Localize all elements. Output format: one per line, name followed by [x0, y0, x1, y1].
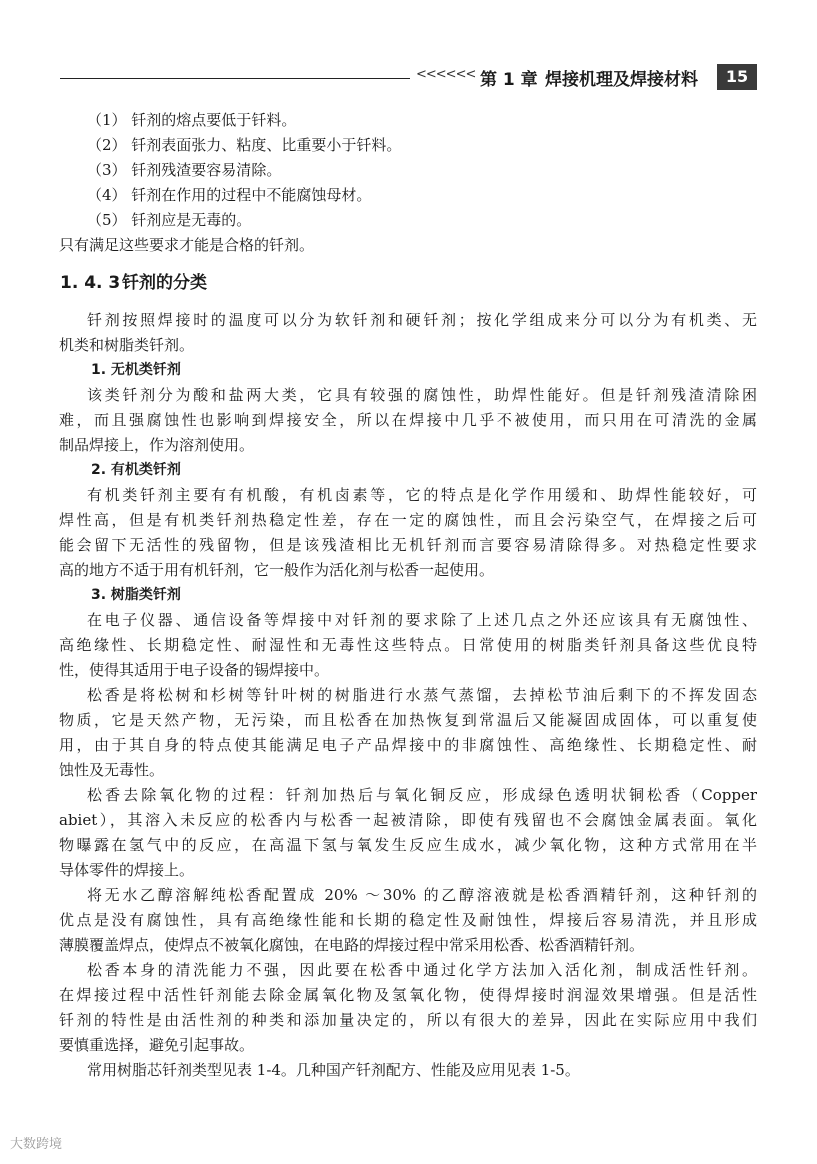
- paragraph-line: 常用树脂芯钎剂类型见表 1-4。几种国产钎剂配方、性能及应用见表 1-5。: [87, 1061, 580, 1079]
- requirements-summary: 只有满足这些要求才能是合格的钎剂。: [59, 236, 315, 254]
- watermark: 大数跨境: [10, 1137, 63, 1152]
- header-rule: [60, 78, 410, 79]
- paragraph-line: 物质，它是天然产物，无污染，而且松香在加热恢复到常温后又能凝固成固体，可以重复使: [59, 711, 757, 729]
- paragraph-resin-5: [59, 958, 757, 1058]
- paragraph-line: 薄膜覆盖焊点，使焊点不被氧化腐蚀，在电路的焊接过程中常采用松香、松香酒精钎剂。: [59, 936, 645, 954]
- subheading-resin: 3. 树脂类钎剂: [91, 587, 181, 603]
- paragraph-line: 松香去除氧化物的过程：钎剂加热后与氧化铜反应，形成绿色透明状铜松香（Copper: [87, 786, 757, 804]
- requirement-item: （3） 钎剂残渣要容易清除。: [87, 161, 282, 179]
- subheading-inorganic: 1. 无机类钎剂: [91, 362, 181, 378]
- requirement-item: （4） 钎剂在作用的过程中不能腐蚀母材。: [87, 186, 372, 204]
- requirement-item: （2） 钎剂表面张力、粘度、比重要小于钎料。: [87, 136, 402, 154]
- paragraph-line: 焊性高，但是有机类钎剂热稳定性差，存在一定的腐蚀性，而且会污染空气，在焊接之后可: [59, 511, 757, 529]
- chapter-label: 第 1 章: [480, 70, 538, 90]
- paragraph-line: 要慎重选择，避免引起事故。: [59, 1036, 255, 1054]
- section-heading: [60, 266, 757, 300]
- paragraph-line: 制品焊接上，作为溶剂使用。: [59, 436, 255, 454]
- chapter-title: 焊接机理及焊接材料: [545, 70, 698, 90]
- paragraph-line: abiet），其溶入未反应的松香内与松香一起被清除，即使有残留也不会腐蚀金属表面。氧化: [59, 811, 757, 829]
- section-title: 钎剂的分类: [122, 273, 207, 293]
- running-header: [60, 64, 757, 92]
- page-body: [59, 108, 757, 1083]
- requirement-item: （1） 钎剂的熔点要低于钎料。: [87, 111, 297, 129]
- paragraph-line: 蚀性及无毒性。: [59, 761, 165, 779]
- paragraph-organic: [59, 483, 757, 583]
- paragraph-line: 钎剂的特性是由活性剂的种类和添加量决定的，所以有很大的差异，因此在实际应用中我们: [59, 1011, 757, 1029]
- page-number: 15: [717, 64, 757, 90]
- paragraph-resin-4: [59, 883, 757, 958]
- paragraph-line: 性，使得其适用于电子设备的锡焊接中。: [59, 661, 330, 679]
- paragraph-line: 该类钎剂分为酸和盐两大类，它具有较强的腐蚀性，助焊性能好。但是钎剂残渣清除困: [87, 386, 757, 404]
- paragraph-line: 高绝缘性、长期稳定性、耐湿性和无毒性这些特点。日常使用的树脂类钎剂具备这些优良特: [59, 636, 757, 654]
- paragraph-line: 在电子仪器、通信设备等焊接中对钎剂的要求除了上述几点之外还应该具有无腐蚀性、: [87, 611, 757, 629]
- paragraph-line: 用，由于其自身的特点使其能满足电子产品焊接中的非腐蚀性、高绝缘性、长期稳定性、耐: [59, 736, 757, 754]
- paragraph-line: 有机类钎剂主要有有机酸，有机卤素等，它的特点是化学作用缓和、助焊性能较好，可: [87, 486, 757, 504]
- paragraph-resin-6: [87, 1058, 757, 1083]
- paragraph-line: 钎剂按照焊接时的温度可以分为软钎剂和硬钎剂；按化学组成来分可以分为有机类、无: [87, 311, 757, 329]
- paragraph-line: 在焊接过程中活性钎剂能去除金属氧化物及氢氧化物，使得焊接时润湿效果增强。但是活性: [59, 986, 757, 1004]
- requirements-list: [87, 108, 757, 233]
- section-number: 1. 4. 3: [60, 273, 121, 293]
- paragraph-line: 松香是将松树和杉树等针叶树的树脂进行水蒸气蒸馏，去掉松节油后剩下的不挥发固态: [87, 686, 757, 704]
- intro-paragraph: [59, 308, 757, 358]
- paragraph-resin-3: [59, 783, 757, 883]
- paragraph-resin-2: [59, 683, 757, 783]
- subheading-organic: 2. 有机类钎剂: [91, 462, 181, 478]
- requirement-item: （5） 钎剂应是无毒的。: [87, 211, 252, 229]
- paragraph-line: 松香本身的清洗能力不强，因此要在松香中通过化学方法加入活化剂，制成活性钎剂。: [87, 961, 757, 979]
- paragraph-line: 将无水乙醇溶解纯松香配置成 20% ～30% 的乙醇溶液就是松香酒精钎剂，这种钎剂的: [87, 886, 757, 904]
- paragraph-line: 导体零件的焊接上。: [59, 861, 195, 879]
- paragraph-line: 能会留下无活性的残留物，但是该残渣相比无机钎剂而言要容易清除得多。对热稳定性要求: [59, 536, 757, 554]
- paragraph-line: 物曝露在氢气中的反应，在高温下氢与氧发生反应生成水，减少氧化物，这种方式常用在半: [59, 836, 757, 854]
- paragraph-resin-1: [59, 608, 757, 683]
- paragraph-line: 高的地方不适于用有机钎剂，它一般作为活化剂与松香一起使用。: [59, 561, 495, 579]
- paragraph-inorganic: [59, 383, 757, 458]
- paragraph-line: 机类和树脂类钎剂。: [59, 336, 195, 354]
- paragraph-line: 难，而且强腐蚀性也影响到焊接安全，所以在焊接中几乎不被使用，而只用在可清洗的金属: [59, 411, 757, 429]
- paragraph-line: 优点是没有腐蚀性，具有高绝缘性能和长期的稳定性及耐蚀性，焊接后容易清洗，并且形成: [59, 911, 757, 929]
- header-arrows: <<<<<<: [416, 67, 476, 82]
